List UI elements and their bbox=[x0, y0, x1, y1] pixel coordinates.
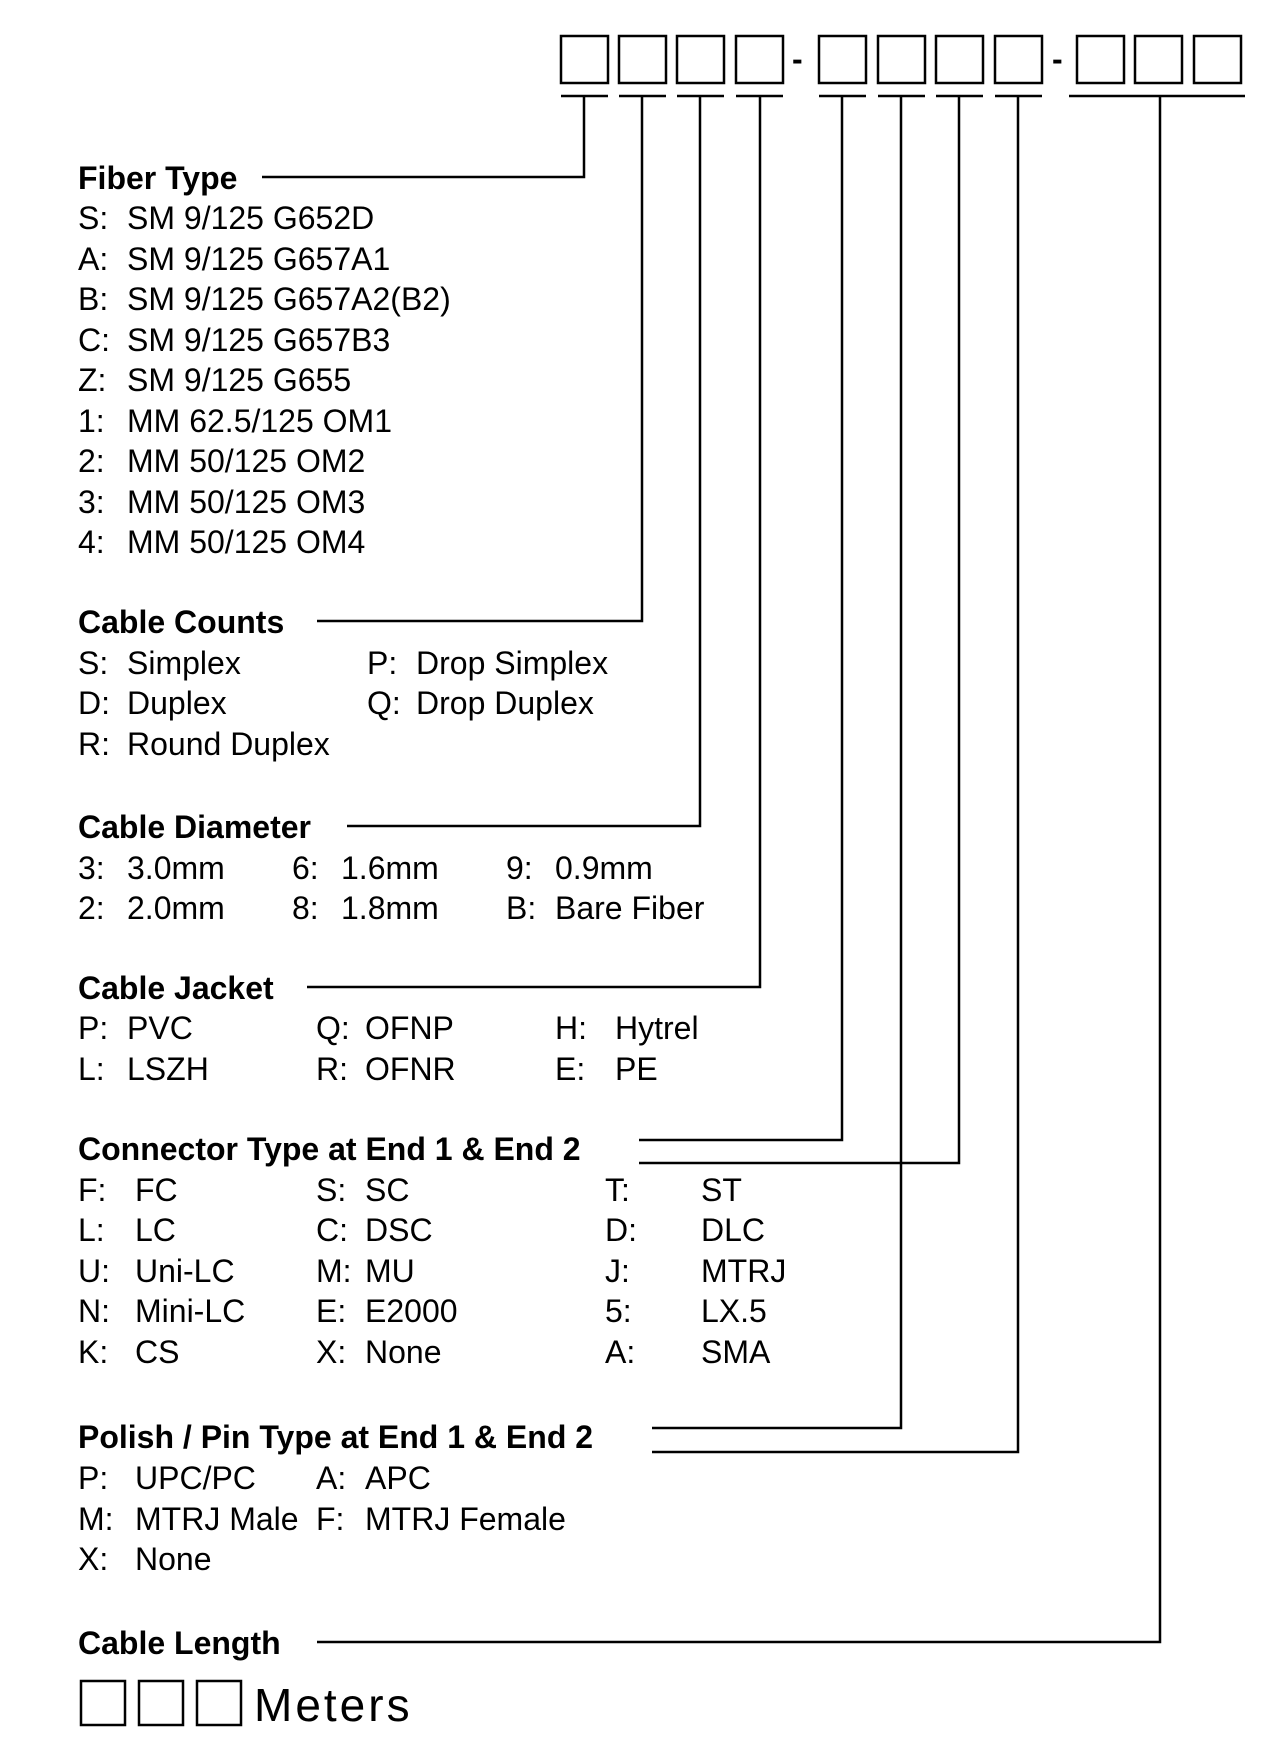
list-item-code: L: bbox=[78, 1051, 105, 1087]
leader-line-polish-end-2 bbox=[652, 96, 1018, 1452]
list-item-code: S: bbox=[316, 1172, 347, 1208]
code-box-polish-end-1 bbox=[878, 36, 925, 83]
list-item-code: F: bbox=[78, 1172, 107, 1208]
code-box-polish-end-2 bbox=[995, 36, 1042, 83]
list-item-text: UPC/PC bbox=[135, 1460, 256, 1496]
section-heading-cable-counts: Cable Counts bbox=[78, 604, 285, 640]
list-item-text: SM 9/125 G657A1 bbox=[127, 241, 391, 277]
list-item-text: Hytrel bbox=[615, 1010, 699, 1046]
list-item-code: E: bbox=[316, 1293, 347, 1329]
list-item-code: N: bbox=[78, 1293, 110, 1329]
list-item-code: R: bbox=[78, 726, 110, 762]
list-item-code: M: bbox=[78, 1501, 114, 1537]
leader-line-polish-end-1 bbox=[652, 96, 901, 1428]
leader-line-connector-end-2 bbox=[639, 96, 959, 1163]
list-item-code: Z: bbox=[78, 362, 107, 398]
section-heading-polish-pin-type: Polish / Pin Type at End 1 & End 2 bbox=[78, 1419, 594, 1455]
list-item-text: 0.9mm bbox=[555, 850, 653, 886]
list-item-code: P: bbox=[367, 645, 398, 681]
section-connector-type bbox=[78, 1131, 786, 1370]
fiber-type-list bbox=[78, 200, 451, 560]
code-box-length-3 bbox=[1194, 36, 1241, 83]
leader-line-fiber-type bbox=[262, 96, 584, 177]
list-item-text: MTRJ Male bbox=[135, 1501, 299, 1537]
list-item-text: 2.0mm bbox=[127, 890, 225, 926]
list-item-code: Q: bbox=[316, 1010, 350, 1046]
list-item-code: A: bbox=[78, 241, 109, 277]
section-fiber-type bbox=[78, 160, 451, 560]
section-cable-counts bbox=[78, 604, 608, 762]
list-item-code: 6: bbox=[292, 850, 319, 886]
list-item-code: 4: bbox=[78, 524, 105, 560]
list-item-text: Bare Fiber bbox=[555, 890, 705, 926]
list-item-code: 2: bbox=[78, 443, 105, 479]
list-item-text: PVC bbox=[127, 1010, 193, 1046]
code-box-length-1 bbox=[1077, 36, 1124, 83]
code-box-fiber-type bbox=[561, 36, 608, 83]
list-item-text: ST bbox=[701, 1172, 742, 1208]
list-item-code: T: bbox=[605, 1172, 630, 1208]
code-box-connector-end-2 bbox=[936, 36, 983, 83]
leader-line-connector-end-1 bbox=[639, 96, 842, 1140]
list-item-text: None bbox=[365, 1334, 442, 1370]
list-item-text: MU bbox=[365, 1253, 415, 1289]
code-separator: - bbox=[792, 41, 803, 77]
list-item-text: DSC bbox=[365, 1212, 433, 1248]
list-item-code: P: bbox=[78, 1460, 109, 1496]
list-item-text: Mini-LC bbox=[135, 1293, 246, 1329]
list-item-text: PE bbox=[615, 1051, 658, 1087]
list-item-text: Round Duplex bbox=[127, 726, 330, 762]
list-item-text: 3.0mm bbox=[127, 850, 225, 886]
list-item-text: LSZH bbox=[127, 1051, 209, 1087]
list-item-code: K: bbox=[78, 1334, 109, 1370]
list-item-text: SM 9/125 G652D bbox=[127, 200, 375, 236]
list-item-code: D: bbox=[605, 1212, 637, 1248]
list-item-text: Uni-LC bbox=[135, 1253, 235, 1289]
leader-line-cable-counts bbox=[317, 96, 642, 621]
section-heading-connector-type: Connector Type at End 1 & End 2 bbox=[78, 1131, 581, 1167]
list-item-text: SM 9/125 G657B3 bbox=[127, 322, 391, 358]
list-item-code: E: bbox=[555, 1051, 586, 1087]
list-item-code: C: bbox=[78, 322, 110, 358]
part-number-code-boxes bbox=[561, 36, 1241, 83]
code-box-connector-end-1 bbox=[819, 36, 866, 83]
list-item-text: Drop Duplex bbox=[416, 685, 594, 721]
length-box-2 bbox=[139, 1681, 183, 1725]
section-heading-cable-diameter: Cable Diameter bbox=[78, 809, 311, 845]
section-heading-fiber-type: Fiber Type bbox=[78, 160, 238, 196]
list-item-code: S: bbox=[78, 645, 109, 681]
list-item-text: OFNP bbox=[365, 1010, 454, 1046]
list-item-text: 1.6mm bbox=[341, 850, 439, 886]
list-item-code: 3: bbox=[78, 484, 105, 520]
list-item-code: H: bbox=[555, 1010, 587, 1046]
list-item-text: MTRJ Female bbox=[365, 1501, 566, 1537]
list-item-code: L: bbox=[78, 1212, 105, 1248]
list-item-text: DLC bbox=[701, 1212, 766, 1248]
list-item-code: 8: bbox=[292, 890, 319, 926]
list-item-code: A: bbox=[316, 1460, 347, 1496]
list-item-code: 2: bbox=[78, 890, 105, 926]
code-box-length-2 bbox=[1135, 36, 1182, 83]
list-item-text: MM 62.5/125 OM1 bbox=[127, 403, 392, 439]
code-separator: - bbox=[1052, 41, 1063, 77]
list-item-text: MTRJ bbox=[701, 1253, 787, 1289]
code-box-cable-diameter bbox=[677, 36, 724, 83]
list-item-code: 5: bbox=[605, 1293, 632, 1329]
list-item-text: APC bbox=[365, 1460, 431, 1496]
list-item-text: MM 50/125 OM2 bbox=[127, 443, 366, 479]
list-item-text: LC bbox=[135, 1212, 176, 1248]
list-item-text: None bbox=[135, 1541, 212, 1577]
list-item-text: SM 9/125 G657A2(B2) bbox=[127, 281, 451, 317]
section-polish-pin-type bbox=[78, 1419, 593, 1577]
list-item-text: Simplex bbox=[127, 645, 241, 681]
list-item-code: C: bbox=[316, 1212, 348, 1248]
list-item-text: SC bbox=[365, 1172, 410, 1208]
list-item-code: P: bbox=[78, 1010, 109, 1046]
list-item-text: SM 9/125 G655 bbox=[127, 362, 352, 398]
list-item-code: B: bbox=[78, 281, 109, 317]
list-item-code: 1: bbox=[78, 403, 105, 439]
length-unit-label: Meters bbox=[254, 1679, 413, 1731]
list-item-text: MM 50/125 OM3 bbox=[127, 484, 366, 520]
list-item-text: LX.5 bbox=[701, 1293, 767, 1329]
list-item-code: 9: bbox=[506, 850, 533, 886]
list-item-text: MM 50/125 OM4 bbox=[127, 524, 366, 560]
list-item-code: M: bbox=[316, 1253, 352, 1289]
list-item-text: CS bbox=[135, 1334, 180, 1370]
list-item-text: Duplex bbox=[127, 685, 227, 721]
section-heading-cable-jacket: Cable Jacket bbox=[78, 970, 274, 1006]
code-box-cable-counts bbox=[619, 36, 666, 83]
code-box-cable-jacket bbox=[736, 36, 783, 83]
list-item-text: E2000 bbox=[365, 1293, 458, 1329]
list-item-code: X: bbox=[316, 1334, 347, 1370]
list-item-text: SMA bbox=[701, 1334, 771, 1370]
length-box-1 bbox=[81, 1681, 125, 1725]
list-item-code: F: bbox=[316, 1501, 345, 1537]
list-item-code: 3: bbox=[78, 850, 105, 886]
list-item-code: R: bbox=[316, 1051, 348, 1087]
list-item-text: FC bbox=[135, 1172, 178, 1208]
list-item-code: Q: bbox=[367, 685, 401, 721]
list-item-code: J: bbox=[605, 1253, 630, 1289]
list-item-code: X: bbox=[78, 1541, 109, 1577]
length-box-3 bbox=[197, 1681, 241, 1725]
list-item-text: Drop Simplex bbox=[416, 645, 609, 681]
list-item-text: 1.8mm bbox=[341, 890, 439, 926]
list-item-text: OFNR bbox=[365, 1051, 456, 1087]
list-item-code: D: bbox=[78, 685, 110, 721]
list-item-code: U: bbox=[78, 1253, 110, 1289]
leader-line-cable-length bbox=[317, 96, 1160, 1642]
list-item-code: S: bbox=[78, 200, 109, 236]
section-heading-cable-length: Cable Length bbox=[78, 1625, 281, 1661]
list-item-code: B: bbox=[506, 890, 537, 926]
list-item-code: A: bbox=[605, 1334, 636, 1370]
